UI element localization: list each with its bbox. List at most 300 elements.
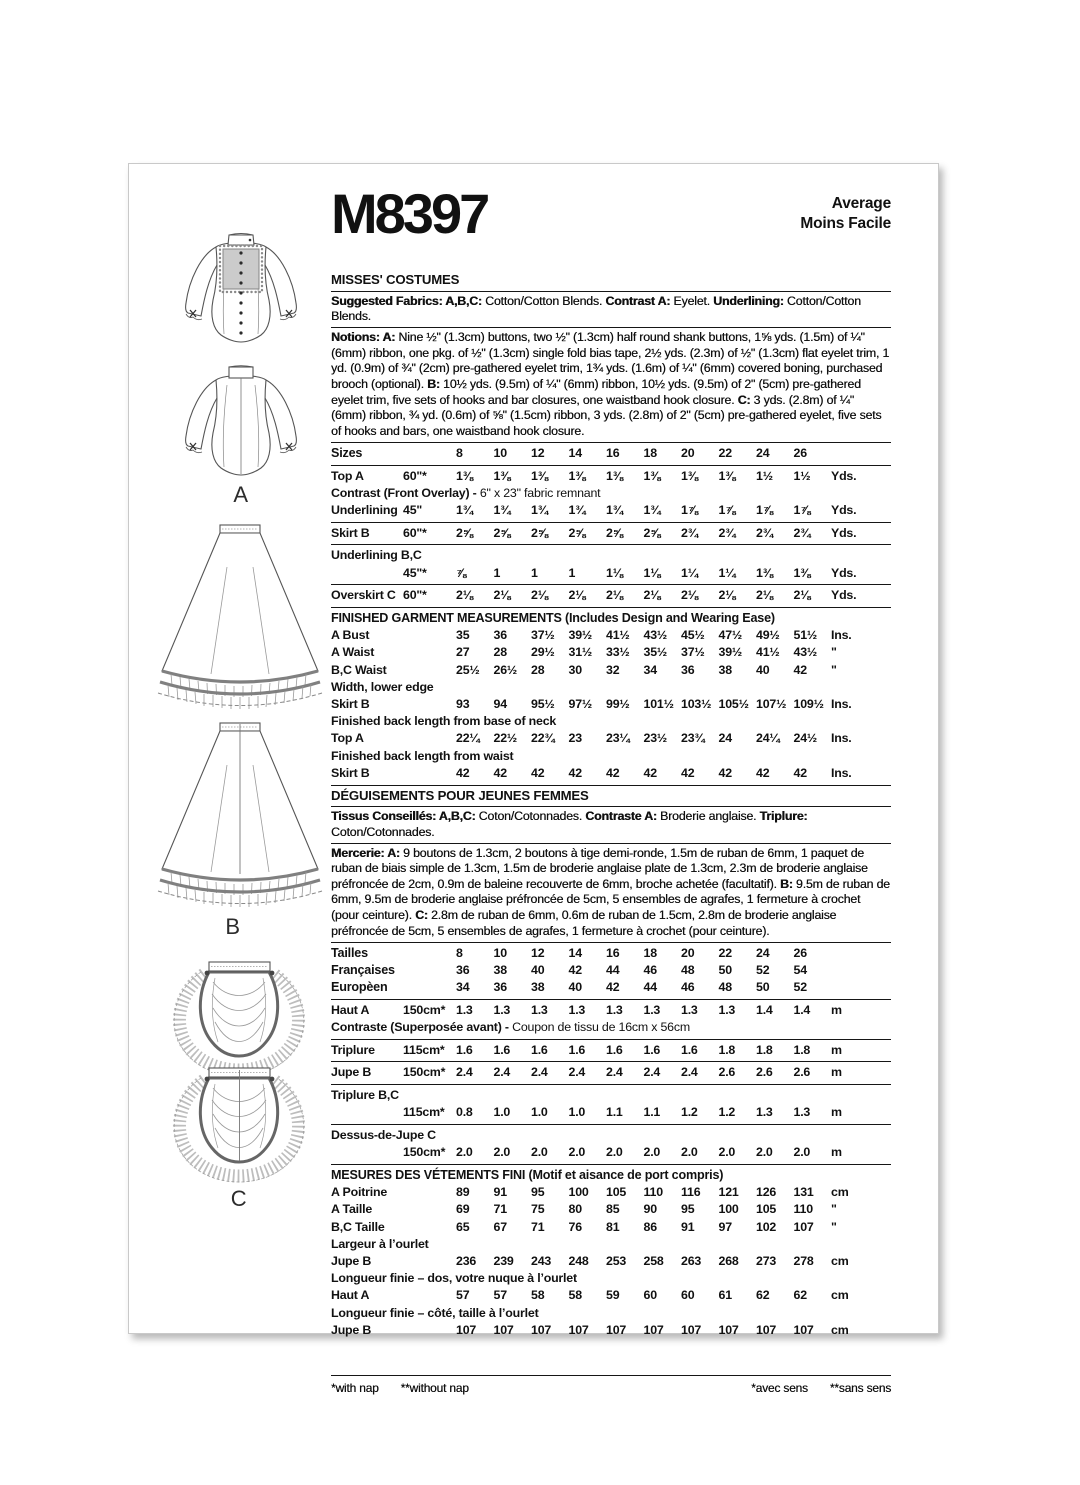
table-cell: 41½ (606, 628, 630, 643)
table-cell: 2⅝ (606, 525, 623, 540)
table-cell: 258 (643, 1254, 664, 1268)
table-cell: 25½ (456, 662, 480, 677)
table-cell: 2.4 (456, 1065, 473, 1080)
table-cell: 1 (531, 565, 538, 580)
table-cell: 22½ (493, 731, 518, 746)
table-cell: 2⅛ (531, 588, 548, 603)
table-cell: 42 (456, 765, 470, 780)
table-cell: 76 (568, 1219, 582, 1234)
table-row-haut-a: Haut A 150cm* 1.3 1.3 1.3 1.3 1.3 1.3 1.3 1.3 1.4 1.4 m (331, 1002, 891, 1019)
table-cell: 26½ (493, 662, 518, 677)
table-row-a-bust: A Bust 35 36 37½ 39½ 41½ 43½ 45½ 47½ 49½ 51½ Ins. (331, 627, 891, 644)
table-cell: 1.6 (606, 1042, 623, 1057)
table-cell: 10 (493, 445, 507, 460)
table-cell: 243 (531, 1254, 552, 1268)
table-cell: 47½ (718, 628, 743, 643)
table-cell: 1.8 (718, 1042, 736, 1057)
divider (331, 327, 891, 328)
table-cell: 1.3 (493, 1002, 511, 1017)
table-cell: 1.6 (456, 1042, 473, 1057)
divider (331, 1164, 891, 1165)
view-b-skirt-illustration (147, 522, 332, 912)
table-cell: 48 (718, 980, 732, 995)
table-cell: 1⅜ (681, 468, 698, 483)
divider (331, 806, 891, 807)
table-row-triplure-bc-label: Triplure B,C (331, 1088, 399, 1103)
table-cell: 14 (568, 945, 582, 960)
table-cell: 61 (718, 1288, 732, 1303)
table-cell: 2.4 (643, 1065, 661, 1080)
table-cell: 2⅛ (606, 588, 623, 603)
table-cell: 2⅛ (568, 588, 586, 603)
table-cell: 99½ (606, 696, 630, 711)
table-cell: 42 (531, 765, 545, 780)
table-cell: 20 (681, 945, 695, 960)
table-cell: 1.2 (718, 1105, 736, 1120)
table-cell: 1¼ (718, 565, 736, 580)
table-cell: 1½ (793, 468, 811, 483)
table-cell: 36 (681, 662, 695, 677)
table-cell: 1⅞ (718, 502, 736, 517)
table-cell: 38 (531, 980, 545, 995)
table-cell: 107 (681, 1322, 702, 1337)
table-cell: 1.4 (756, 1002, 773, 1017)
table-cell: 42 (568, 962, 582, 977)
table-cell: 2⅝ (456, 525, 473, 540)
difficulty-en: Average (831, 195, 891, 212)
table-row-contraste-note: Contraste (Superposée avant) - Coupon de tissu de 16cm x 56cm (331, 1020, 690, 1035)
pattern-sheet (128, 163, 939, 1396)
table-cell: 110 (793, 1202, 813, 1217)
table-cell: 37½ (531, 628, 555, 643)
table-cell: 22 (718, 945, 732, 960)
table-cell: 71 (493, 1202, 507, 1217)
table-cell: 2.6 (793, 1065, 811, 1080)
table-row-jupe-b: Jupe B 150cm* 2.4 2.4 2.4 2.4 2.4 2.4 2.4 2.6 2.6 2.6 m (331, 1064, 891, 1081)
table-cell: 75 (531, 1202, 545, 1217)
table-cell: 35 (456, 628, 470, 643)
table-cell: 12 (531, 445, 545, 460)
finished-measurements-heading: FINISHED GARMENT MEASUREMENTS (Includes Design and Wearing Ease) (331, 610, 775, 625)
table-cell: 86 (643, 1219, 657, 1234)
table-cell: 0.8 (456, 1105, 473, 1120)
table-cell: 107 (756, 1322, 777, 1337)
table-cell: 2⅛ (756, 588, 773, 603)
table-row-overskirt-c: Overskirt C 60"* 2⅛ 2⅛ 2⅛ 2⅛ 2⅛ 2⅛ 2⅛ 2⅛ 2⅛ 2⅛ Yds. (331, 587, 891, 604)
table-cell: 60 (681, 1288, 695, 1303)
table-row-triplure-bc: 115cm* 0.8 1.0 1.0 1.0 1.1 1.1 1.2 1.2 1.3 1.3 m (331, 1104, 891, 1121)
table-cell: 26 (793, 945, 807, 960)
table-cell: 278 (793, 1254, 814, 1268)
table-row-underlining-bc: 45"* ⅞ 1 1 1 1⅛ 1⅛ 1¼ 1¼ 1⅜ 1⅜ Yds. (331, 565, 891, 582)
view-a-front (186, 234, 297, 343)
footnote-fr: *avec sens **sans sens (751, 1381, 891, 1396)
table-cell: 107½ (756, 696, 787, 711)
table-cell: 1¾ (456, 502, 473, 517)
table-row-skirt-b: Skirt B 60"* 2⅝ 2⅝ 2⅝ 2⅝ 2⅝ 2⅝ 2¾ 2¾ 2¾ 2¾ Yds. (331, 525, 891, 542)
table-cell: 105 (606, 1185, 627, 1200)
table-row-back-length-neck-label: Finished back length from base of neck (331, 714, 557, 729)
table-cell: 1.4 (793, 1002, 811, 1017)
divider (331, 544, 891, 545)
table-row-underlining: Underlining 45" 1¾ 1¾ 1¾ 1¾ 1¾ 1¾ 1⅞ 1⅞ 1⅞ 1⅞ Yds. (331, 502, 891, 519)
table-cell: 80 (568, 1202, 582, 1217)
table-cell: 107 (456, 1322, 477, 1337)
table-cell: 1.8 (793, 1042, 811, 1057)
table-cell: 1¾ (531, 502, 548, 517)
table-cell: 49½ (756, 628, 780, 643)
footnote-en: *with nap **without nap (331, 1381, 469, 1396)
table-cell: 62 (756, 1288, 770, 1303)
table-cell: 42 (681, 765, 695, 780)
table-cell: 248 (568, 1254, 589, 1268)
table-cell: 32 (606, 662, 620, 677)
table-cell: 2⅝ (643, 525, 661, 540)
table-cell: 48 (681, 962, 695, 977)
table-cell: 60 (643, 1288, 657, 1303)
table-cell: 42 (793, 662, 807, 677)
table-cell: 23¼ (606, 731, 630, 746)
table-cell: 40 (756, 662, 770, 677)
table-cell: 39½ (718, 645, 743, 660)
table-cell: 2⅝ (531, 525, 548, 540)
table-cell: 54 (793, 962, 807, 977)
table-row-sizes-header: Sizes 8 10 12 14 16 18 20 22 24 26 (331, 445, 891, 462)
view-c-back (174, 1068, 304, 1182)
table-cell: 263 (681, 1254, 702, 1268)
table-cell: 102 (756, 1219, 777, 1234)
table-cell: 97½ (568, 696, 593, 711)
table-cell: 1.3 (456, 1002, 473, 1017)
table-cell: 1⅞ (681, 502, 698, 517)
table-cell: 39½ (568, 628, 593, 643)
table-cell: 35½ (643, 645, 668, 660)
table-cell: 27 (456, 645, 470, 660)
table-cell: 2.0 (531, 1145, 548, 1160)
table-cell: 89 (456, 1185, 470, 1200)
table-cell: 2.6 (756, 1065, 773, 1080)
view-b-back (158, 723, 322, 907)
divider (331, 1061, 891, 1062)
table-cell: 110 (643, 1185, 663, 1200)
table-row-haut-a-longueur: Haut A 57 57 58 58 59 60 60 61 62 62 cm (331, 1287, 891, 1304)
table-row-jupe-b-largeur: Jupe B 236 239 243 248 253 258 263 268 273 278 cm (331, 1253, 891, 1270)
table-cell: 29½ (531, 645, 555, 660)
table-cell: 121 (718, 1185, 739, 1200)
table-cell: 1⅜ (531, 468, 548, 483)
table-cell: 1⅞ (756, 502, 773, 517)
divider (331, 442, 891, 443)
table-cell: 1.0 (493, 1105, 511, 1120)
table-cell: 239 (493, 1254, 514, 1268)
table-cell: 52 (756, 962, 770, 977)
table-cell: 91 (493, 1185, 507, 1200)
table-cell: 67 (493, 1219, 507, 1234)
table-cell: 2.0 (756, 1145, 773, 1160)
table-cell: 42 (756, 765, 770, 780)
table-row-tailles-header: Tailles 8 10 12 14 16 18 20 22 24 26 (331, 945, 891, 962)
table-cell: 2.0 (568, 1145, 586, 1160)
view-c-overskirt-illustration (157, 960, 322, 1184)
table-cell: 8 (456, 945, 463, 960)
table-cell: 36 (493, 980, 507, 995)
table-cell: 22¾ (531, 731, 555, 746)
table-cell: 36 (493, 628, 507, 643)
table-cell: 46 (681, 980, 695, 995)
table-cell: 42 (718, 765, 732, 780)
table-cell: 2⅛ (718, 588, 736, 603)
table-cell: 1.6 (681, 1042, 698, 1057)
table-cell: 2.0 (643, 1145, 661, 1160)
table-cell: 42 (793, 765, 807, 780)
table-cell: 91 (681, 1219, 695, 1234)
table-cell: 43½ (643, 628, 668, 643)
table-cell: ⅞ (456, 565, 467, 580)
table-cell: 52 (793, 980, 807, 995)
table-cell: 131 (793, 1185, 814, 1200)
table-cell: 30 (568, 662, 582, 677)
table-cell: 58 (568, 1288, 582, 1303)
table-cell: 20 (681, 445, 695, 460)
divider (331, 584, 891, 585)
table-cell: 1½ (756, 468, 773, 483)
table-cell: 1⅜ (756, 565, 773, 580)
difficulty-rating (800, 194, 891, 235)
table-cell: 268 (718, 1254, 739, 1268)
table-cell: 42 (606, 765, 620, 780)
table-cell: 94 (493, 696, 507, 711)
table-row-back-length-waist-label: Finished back length from waist (331, 748, 514, 763)
table-cell: 16 (606, 945, 620, 960)
table-cell: 2⅝ (568, 525, 586, 540)
table-cell: 57 (493, 1288, 507, 1303)
divider (331, 999, 891, 1000)
table-cell: 95 (531, 1185, 545, 1200)
table-cell: 1.3 (681, 1002, 698, 1017)
table-cell: 8 (456, 445, 463, 460)
mercerie-paragraph: Mercerie: A: 9 boutons de 1.3cm, 2 boutons à tige demi-ronde, 1.5m de ruban de 6mm, 1 paquet de ruban de biais simple de 1.3cm, 1.5m de broderie anglaise plate de 1.3cm, 2.3m de broderie anglaise préfroncée de 2cm, 0.9m de baleine recouverte de 6mm, broche achetée (facultatif). B: 9.5m de ruban de 6mm, 9.5m de broderie anglaise préfroncée de 5cm, 5 ensembles de agrafes, 1 fermeture à crochet (pour ceinture). C: 2.8m de ruban de 6mm, 0.6m de ruban de 1.5cm, 2.8m de broderie anglaise préfroncée de 5cm, 5 ensembles de agrafes, 1 fermeture à crochet (pour ceinture). (331, 845, 890, 938)
table-cell: 2⅛ (793, 588, 811, 603)
table-cell: 28 (531, 662, 545, 677)
table-cell: 42 (643, 765, 657, 780)
table-cell: 97 (718, 1219, 732, 1234)
table-cell: 2.6 (718, 1065, 736, 1080)
table-cell: 1.3 (568, 1002, 586, 1017)
table-cell: 40 (531, 962, 545, 977)
table-row-underlining-bc-label: Underlining B,C (331, 548, 422, 563)
table-cell: 1.6 (568, 1042, 586, 1057)
table-cell: 1.3 (718, 1002, 736, 1017)
table-cell: 2.0 (681, 1145, 698, 1160)
table-row-width-lower-edge-label: Width, lower edge (331, 679, 434, 694)
table-cell: 24¼ (756, 731, 780, 746)
table-row-jupe-b-longueur: Jupe B 107 107 107 107 107 107 107 107 107 107 cm (331, 1322, 891, 1339)
table-cell: 107 (531, 1322, 552, 1337)
table-cell: 22¼ (456, 731, 480, 746)
table-cell: 1.6 (531, 1042, 548, 1057)
table-row-longueur-dos-label: Longueur finie – dos, votre nuque à l’ourlet (331, 1271, 577, 1286)
table-cell: 1⅜ (493, 468, 511, 483)
table-cell: 38 (718, 662, 732, 677)
table-cell: 44 (606, 962, 620, 977)
table-cell: 101½ (643, 696, 674, 711)
table-cell: 2¾ (756, 525, 773, 540)
table-cell: 109½ (793, 696, 824, 711)
table-cell: 1¼ (681, 565, 698, 580)
table-cell: 34 (456, 980, 470, 995)
table-cell: 1⅞ (793, 502, 811, 517)
table-cell: 2.4 (531, 1065, 548, 1080)
table-cell: 2.0 (793, 1145, 811, 1160)
table-cell: 93 (456, 696, 470, 711)
table-cell: 59 (606, 1288, 620, 1303)
main-column (331, 182, 891, 1396)
table-cell: 107 (568, 1322, 589, 1337)
table-cell: 1.0 (568, 1105, 586, 1120)
suggested-fabrics: Suggested Fabrics: A,B,C: Cotton/Cotton Blends. Contrast A: Eyelet. Underlining: Cotton/Cotton Blends. (331, 293, 861, 324)
table-cell: 1.6 (493, 1042, 511, 1057)
table-cell: 23 (568, 731, 582, 746)
footnotes (331, 1375, 891, 1396)
table-cell: 1.3 (793, 1105, 811, 1120)
table-cell: 107 (718, 1322, 739, 1337)
table-cell: 62 (793, 1288, 807, 1303)
notions-paragraph: Notions: A: Nine ½" (1.3cm) buttons, two ½" (1.3cm) half round shank buttons, 1⅝ yds. (1.5m) of ¼" (6mm) ribbon, one pkg. of ½" (1.3cm) single fold bias tape, 2½ yds. (2.3m) of ½" (1.3cm) flat eyelet trim, 1 yd. (0.9m) of ¾" (2cm) pre-gathered eyelet trim, 1¾ yds. (1.6m) of ¼" (6mm) covered boning, purchased brooch (optional). B: 10½ yds. (9.5m) of ¼" (6mm) ribbon, 10½ yds. (9.5m) of 2" (5cm) pre-gathered eyelet trim, five sets of hooks and bar closures, one waistband hook closure. C: 3 yds. (2.8m) of ¼" (6mm) ribbon, ¾ yd. (0.6m) of ⅝" (1.5cm) ribbon, 3 yds. (2.8m) of 2" (5cm) pre-gathered eyelet, five sets of hooks and bars, one waistband hook closure. (331, 330, 890, 438)
table-cell: 2⅛ (493, 588, 511, 603)
table-cell: 2⅝ (493, 525, 511, 540)
table-cell: 1.3 (643, 1002, 661, 1017)
table-cell: 126 (756, 1185, 777, 1200)
table-cell: 24 (756, 445, 770, 460)
table-cell: 1¾ (643, 502, 661, 517)
table-cell: 18 (643, 445, 657, 460)
table-cell: 81 (606, 1219, 620, 1234)
table-cell: 23¾ (681, 731, 705, 746)
table-cell: 18 (643, 945, 657, 960)
table-cell: 1.0 (531, 1105, 548, 1120)
table-cell: 2¾ (681, 525, 698, 540)
table-cell: 2.0 (606, 1145, 623, 1160)
table-cell: 2.4 (681, 1065, 698, 1080)
table-cell: 1.3 (606, 1002, 623, 1017)
table-cell: 100 (568, 1185, 589, 1200)
table-cell: 16 (606, 445, 620, 460)
view-b-front (158, 525, 322, 709)
table-cell: 1 (568, 565, 576, 580)
table-cell: 34 (643, 662, 657, 677)
mesures-heading: MESURES DES VÉTEMENTS FINI (Motif et aisance de port compris) (331, 1167, 724, 1182)
table-cell: 28 (493, 645, 507, 660)
table-cell: 105 (756, 1202, 777, 1217)
table-row-poitrine: A Poitrine 89 91 95 100 105 110 116 121 126 131 cm (331, 1184, 891, 1201)
table-cell: 95½ (531, 696, 555, 711)
table-cell: 69 (456, 1202, 470, 1217)
divider (331, 607, 891, 608)
table-cell: 1⅜ (456, 468, 473, 483)
table-cell: 100 (718, 1202, 739, 1217)
table-cell: 1⅜ (793, 565, 811, 580)
table-row-skirt-b-width: Skirt B 93 94 95½ 97½ 99½ 101½ 103½ 105½ 107½ 109½ Ins. (331, 696, 891, 713)
table-cell: 42 (606, 980, 620, 995)
divider (331, 942, 891, 943)
table-cell: 2.4 (493, 1065, 511, 1080)
table-cell: 65 (456, 1219, 470, 1234)
table-cell: 1¾ (568, 502, 586, 517)
table-cell: 51½ (793, 628, 818, 643)
table-cell: 50 (718, 962, 732, 977)
table-cell: 103½ (681, 696, 712, 711)
divider (331, 1124, 891, 1125)
table-cell: 24 (756, 945, 770, 960)
table-cell: 253 (606, 1254, 627, 1268)
table-row-dessus: 150cm* 2.0 2.0 2.0 2.0 2.0 2.0 2.0 2.0 2.0 2.0 m (331, 1144, 891, 1161)
table-row-contrast-note: Contrast (Front Overlay) - 6" x 23" fabric remnant (331, 485, 601, 500)
table-row-francaises: Françaises 36 38 40 42 44 46 48 50 52 54 (331, 962, 891, 979)
table-row-taille-a: A Taille 69 71 75 80 85 90 95 100 105 110 " (331, 1201, 891, 1218)
table-cell: 58 (531, 1288, 545, 1303)
table-cell: 1.1 (606, 1105, 623, 1120)
table-cell: 42 (568, 765, 582, 780)
table-row-largeur-label: Largeur à l’ourlet (331, 1236, 429, 1251)
table-cell: 1¾ (493, 502, 511, 517)
table-cell: 2.4 (606, 1065, 623, 1080)
table-cell: 107 (643, 1322, 664, 1337)
table-cell: 24 (718, 731, 732, 746)
table-row-triplure: Triplure 115cm* 1.6 1.6 1.6 1.6 1.6 1.6 1.6 1.8 1.8 1.8 m (331, 1042, 891, 1059)
table-cell: 1¾ (606, 502, 623, 517)
view-c-label: C (230, 1186, 248, 1211)
table-cell: 107 (793, 1322, 814, 1337)
view-c-front (174, 962, 304, 1076)
table-cell: 273 (756, 1254, 777, 1268)
table-cell: 41½ (756, 645, 780, 660)
divider (331, 465, 891, 466)
table-row-top-a: Top A 60"* 1⅜ 1⅜ 1⅜ 1⅜ 1⅜ 1⅜ 1⅜ 1⅜ 1½ 1½ Yds. (331, 468, 891, 485)
table-cell: 42 (493, 765, 507, 780)
table-cell: 1.3 (756, 1105, 773, 1120)
table-cell: 107 (606, 1322, 627, 1337)
table-cell: 1.2 (681, 1105, 698, 1120)
view-a-blouse-illustration (161, 230, 321, 480)
table-cell: 45½ (681, 628, 705, 643)
table-cell: 107 (793, 1219, 814, 1234)
table-cell: 90 (643, 1202, 657, 1217)
table-cell: 23½ (643, 731, 668, 746)
divider (331, 1084, 891, 1085)
table-cell: 2.0 (456, 1145, 473, 1160)
table-cell: 2⅛ (681, 588, 698, 603)
table-row-dessus-label: Dessus-de-Jupe C (331, 1128, 436, 1143)
table-row-bc-waist: B,C Waist 25½ 26½ 28 30 32 34 36 38 40 42 " (331, 662, 891, 679)
table-cell: 44 (643, 980, 657, 995)
table-cell: 26 (793, 445, 807, 460)
table-cell: 2.4 (568, 1065, 586, 1080)
table-cell: 1⅛ (643, 565, 661, 580)
view-b-label: B (225, 914, 241, 939)
english-title: MISSES' COSTUMES (331, 272, 460, 287)
table-cell: 38 (493, 962, 507, 977)
table-cell: 1⅜ (568, 468, 586, 483)
table-cell: 1.1 (643, 1105, 661, 1120)
view-a-label: A (233, 482, 249, 507)
table-cell: 50 (756, 980, 770, 995)
table-cell: 37½ (681, 645, 705, 660)
table-cell: 46 (643, 962, 657, 977)
divider (331, 522, 891, 523)
table-cell: 22 (718, 445, 732, 460)
table-cell: 2¾ (718, 525, 736, 540)
table-cell: 1.8 (756, 1042, 773, 1057)
